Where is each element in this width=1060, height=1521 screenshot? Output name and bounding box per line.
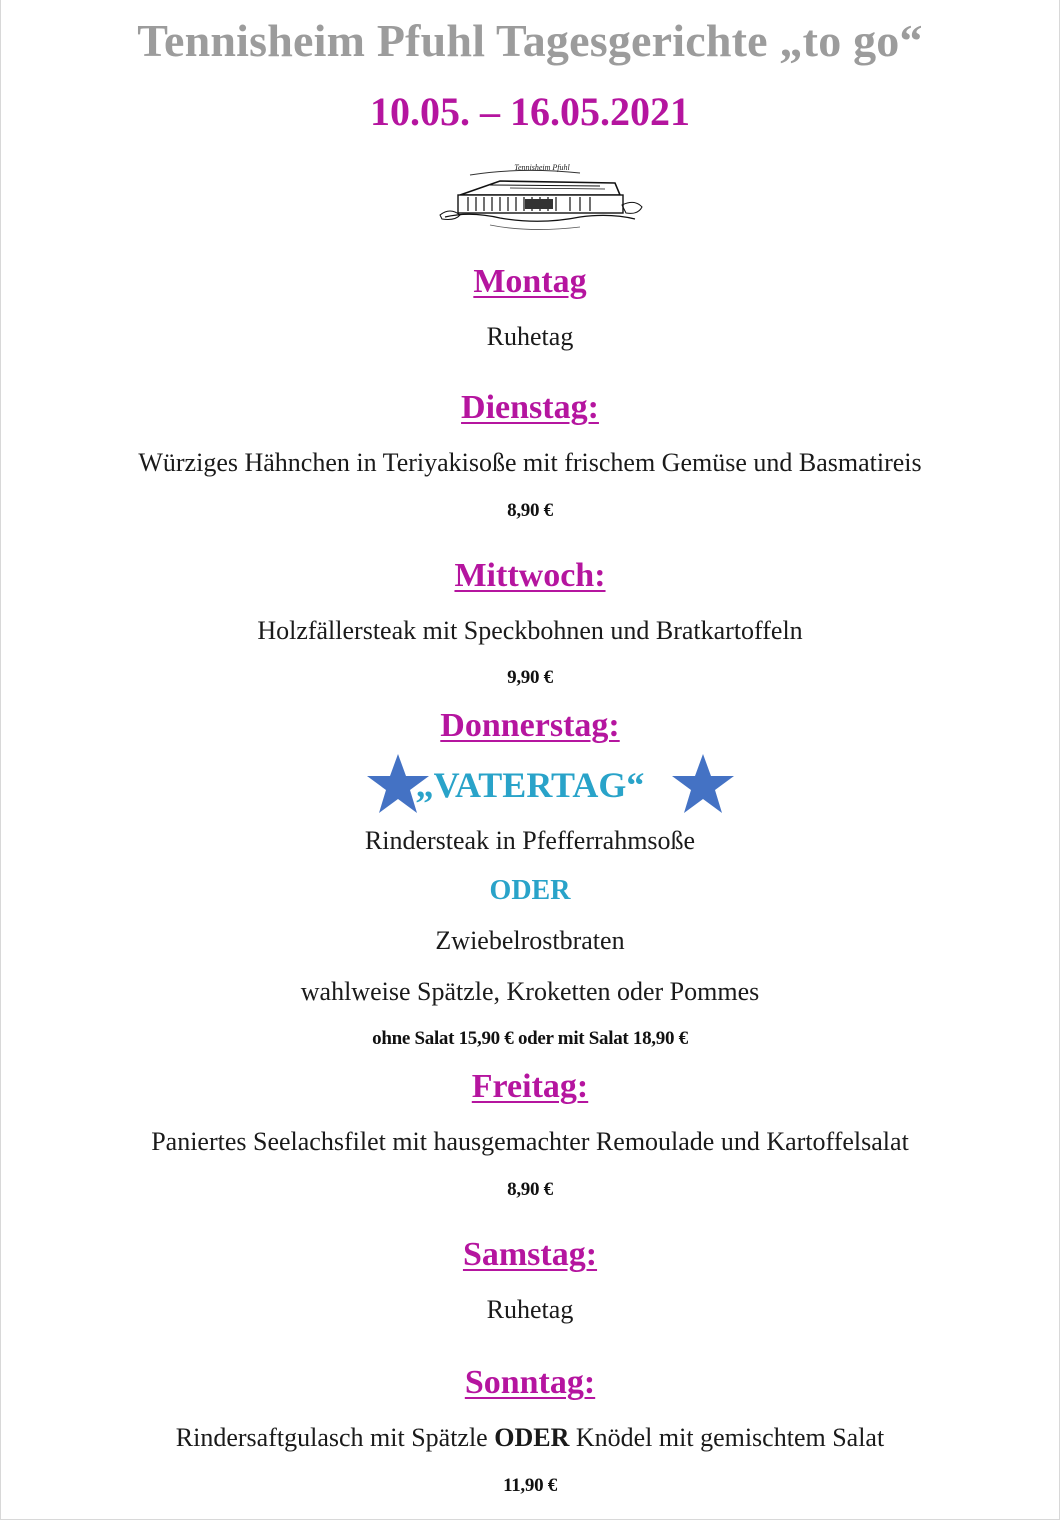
dish-sonntag-part1: Rindersaftgulasch mit Spätzle bbox=[175, 1423, 495, 1452]
day-heading-mittwoch: Mittwoch: bbox=[454, 557, 606, 594]
price-sonntag: 11,90 € bbox=[503, 1475, 557, 1496]
logo-caption: Tennisheim Pfuhl bbox=[514, 163, 570, 172]
oder-separator: ODER bbox=[489, 875, 571, 906]
dish-dienstag: Würziges Hähnchen in Teriyakisoße mit frischem Gemüse und Basmatireis bbox=[138, 448, 922, 477]
day-heading-montag: Montag bbox=[473, 263, 587, 300]
day-heading-donnerstag: Donnerstag: bbox=[440, 707, 620, 744]
star-icon bbox=[671, 752, 735, 816]
dish-mittwoch: Holzfällersteak mit Speckbohnen und Bratkartoffeln bbox=[257, 616, 803, 645]
price-dienstag: 8,90 € bbox=[507, 500, 553, 521]
sides-donnerstag: wahlweise Spätzle, Kroketten oder Pommes bbox=[300, 977, 760, 1006]
day-heading-dienstag: Dienstag: bbox=[461, 389, 599, 426]
day-heading-freitag: Freitag: bbox=[471, 1068, 589, 1105]
dish-freitag: Paniertes Seelachsfilet mit hausgemachter Remoulade und Kartoffelsalat bbox=[151, 1127, 909, 1156]
dish-montag: Ruhetag bbox=[486, 322, 574, 351]
special-vatertag: „VATERTAG“ bbox=[415, 765, 645, 805]
price-mittwoch: 9,90 € bbox=[507, 667, 553, 688]
dish-sonntag bbox=[0, 1423, 1060, 1453]
day-heading-sonntag: Sonntag: bbox=[464, 1364, 596, 1401]
dish-samstag: Ruhetag bbox=[486, 1295, 574, 1324]
price-donnerstag: ohne Salat 15,90 € oder mit Salat 18,90 € bbox=[372, 1028, 688, 1049]
day-heading-samstag: Samstag: bbox=[462, 1236, 598, 1273]
page-title: Tennisheim Pfuhl Tagesgerichte „to go“ bbox=[137, 15, 923, 66]
dish-donnerstag-2: Zwiebelrostbraten bbox=[435, 926, 625, 955]
clubhouse-logo bbox=[430, 155, 655, 250]
date-range: 10.05. – 16.05.2021 bbox=[370, 89, 690, 134]
dish-sonntag-oder: ODER bbox=[494, 1423, 570, 1452]
dish-sonntag-part2: Knödel mit gemischtem Salat bbox=[569, 1423, 885, 1452]
price-freitag: 8,90 € bbox=[507, 1179, 553, 1200]
dish-donnerstag-1: Rindersteak in Pfefferrahmsoße bbox=[364, 826, 696, 855]
